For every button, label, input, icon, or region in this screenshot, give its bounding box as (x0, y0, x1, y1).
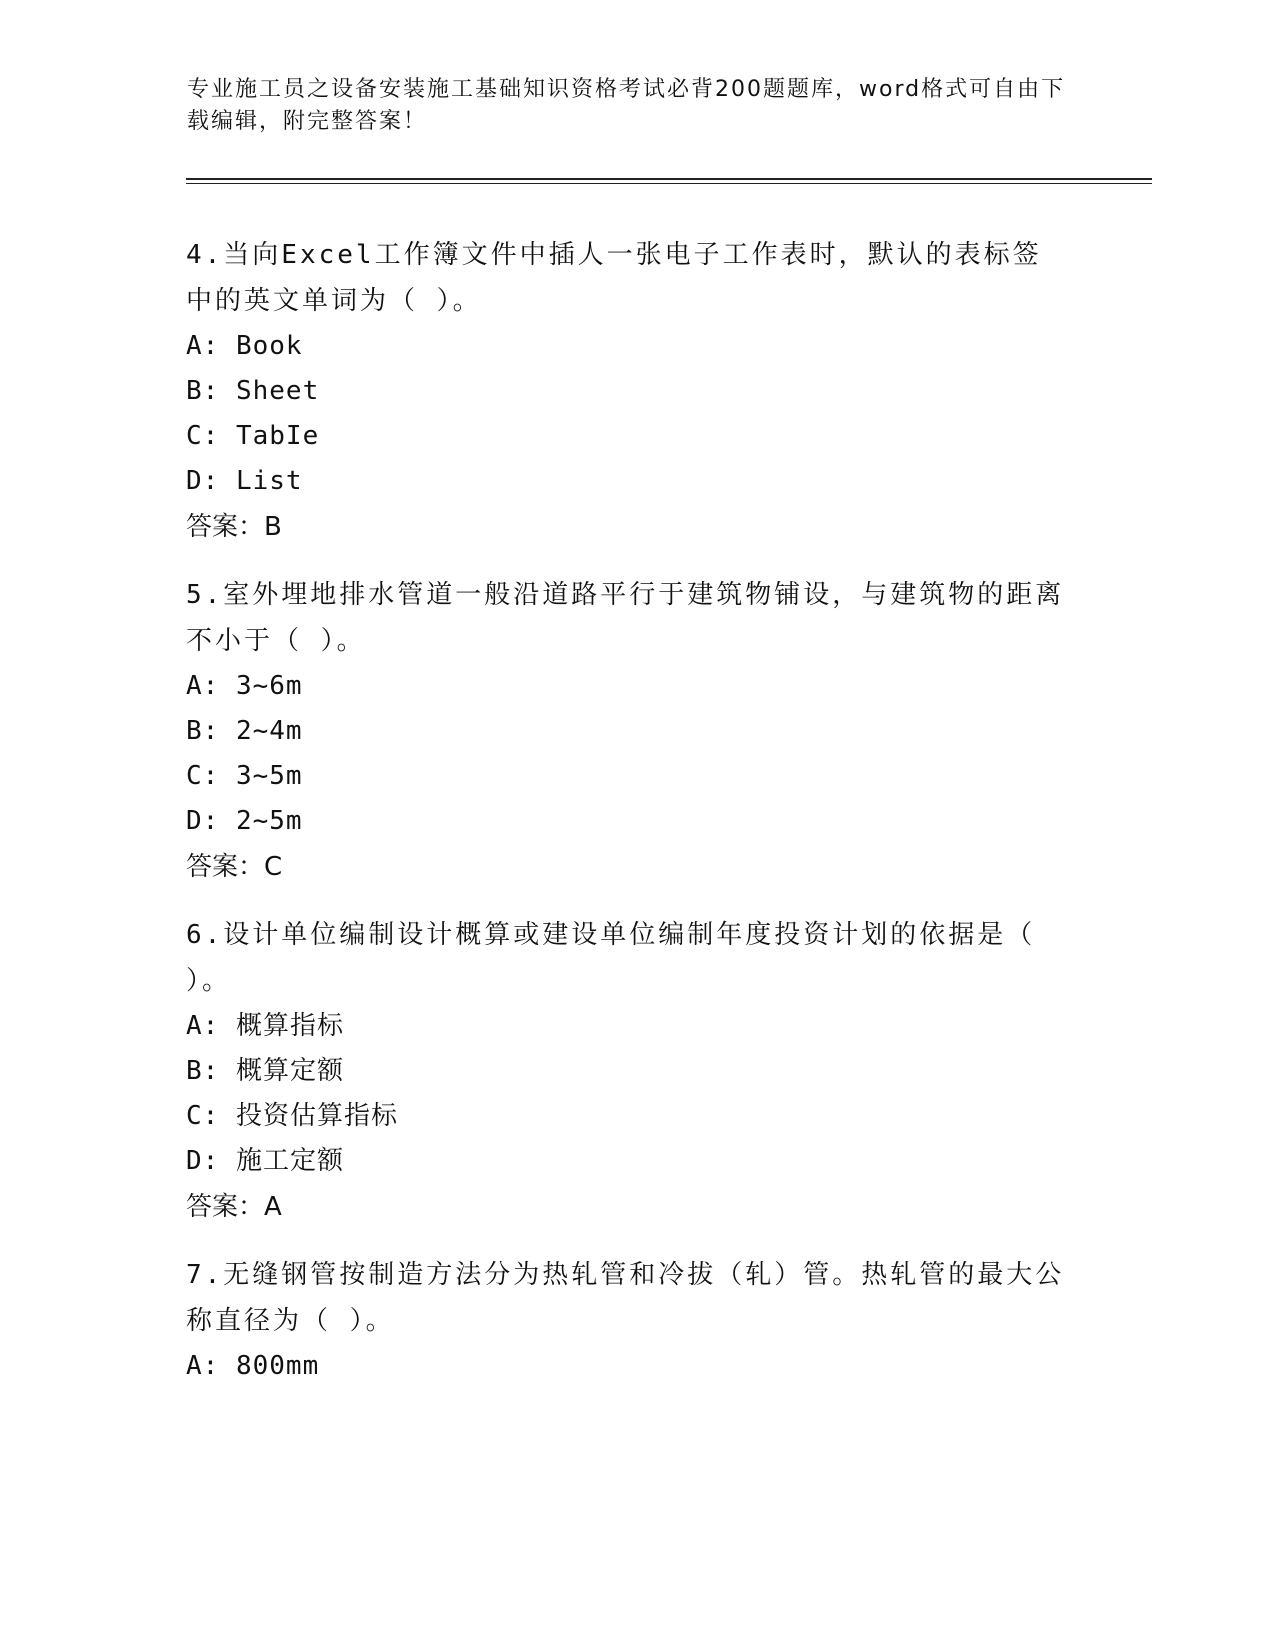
option-d: D: 2~5m (186, 806, 303, 836)
question-5 (186, 572, 1066, 890)
answer: 答案：A (186, 1192, 282, 1222)
option-b: B: Sheet (186, 376, 320, 406)
option-a: A: 800mm (186, 1351, 320, 1381)
option-a: A: Book (186, 331, 303, 361)
question-text: 7.无缝钢管按制造方法分为热轧管和冷拔（轧）管。热轧管的最大公称直径为（ ）。 (186, 1260, 1065, 1336)
option-c: C: 3~5m (186, 761, 303, 791)
answer: 答案：B (186, 512, 282, 542)
question-4 (186, 232, 1066, 550)
option-d: D: 施工定额 (186, 1146, 344, 1176)
option-a: A: 3~6m (186, 671, 303, 701)
option-c: C: 投资估算指标 (186, 1101, 398, 1131)
option-d: D: List (186, 466, 303, 496)
question-7 (186, 1252, 1066, 1389)
header-rule-thick (186, 178, 1152, 180)
question-text: 6.设计单位编制设计概算或建设单位编制年度投资计划的依据是（ ）。 (186, 920, 1036, 996)
answer: 答案：C (186, 852, 283, 882)
option-b: B: 2~4m (186, 716, 303, 746)
option-a: A: 概算指标 (186, 1011, 344, 1041)
document-header: 专业施工员之设备安装施工基础知识资格考试必背200题题库，word格式可自由下载编辑，附完整答案！ (187, 77, 1066, 134)
header-rule-thin (186, 183, 1152, 184)
question-6 (186, 912, 1066, 1230)
option-b: B: 概算定额 (186, 1056, 344, 1086)
option-c: C: TabIe (186, 421, 320, 451)
question-list (186, 232, 1066, 1411)
question-text: 4.当向Excel工作簿文件中插人一张电子工作表时，默认的表标签中的英文单词为（ ）。 (186, 240, 1042, 316)
question-text: 5.室外埋地排水管道一般沿道路平行于建筑物铺设，与建筑物的距离不小于（ ）。 (186, 580, 1065, 656)
